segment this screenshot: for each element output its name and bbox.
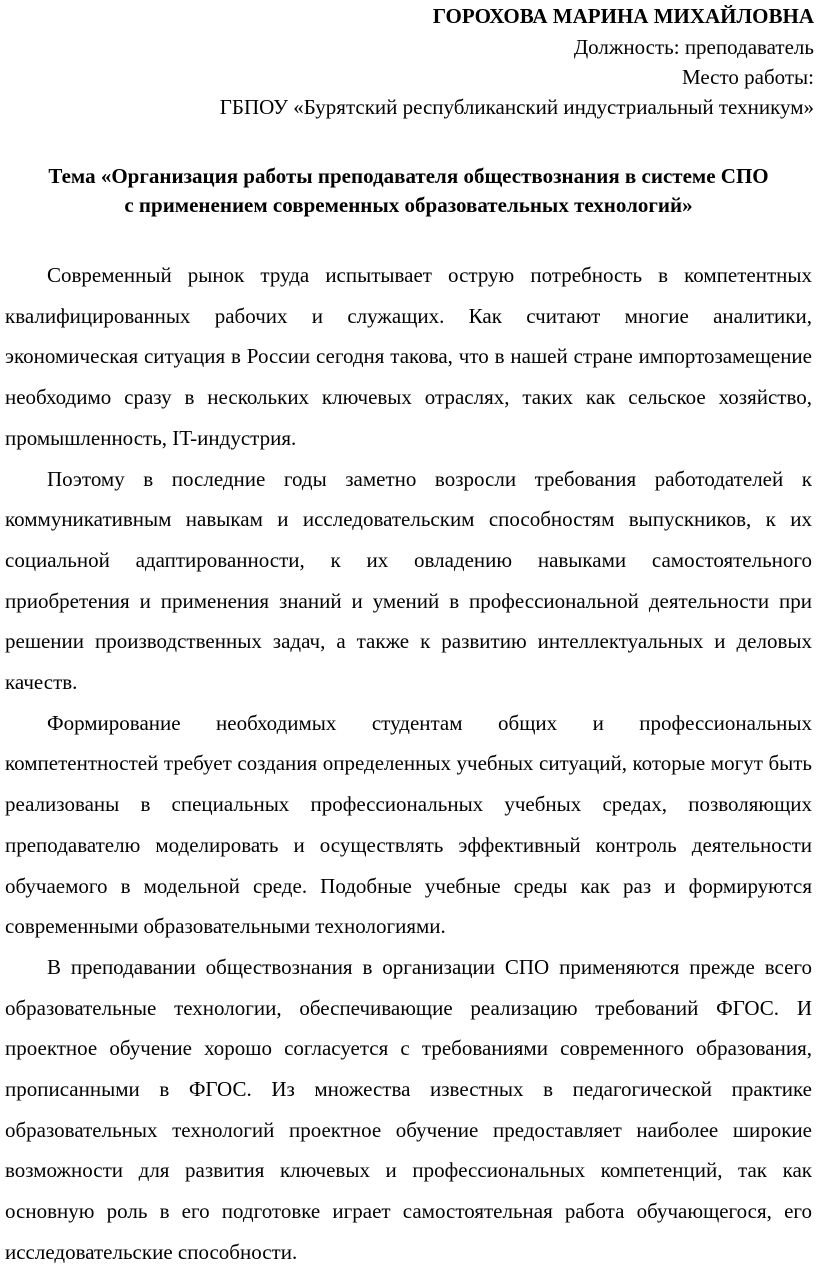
document-body (5, 255, 812, 1273)
topic-line-2: с применением современных образовательных технологий» (124, 193, 693, 217)
author-name: ГОРОХОВА МАРИНА МИХАЙЛОВНА (432, 4, 814, 28)
document-topic (5, 162, 812, 220)
workplace-label: Место работы: (681, 65, 814, 89)
paragraph: Современный рынок труда испытывает острую потребность в компетентных квалифицированных рабочих и служащих. Как считают многие аналитики, экономическая ситуация в России сегодня такова, что в нашей стране импортозамещение необходимо сразу в нескольких ключевых отраслях, таких как сельское хозяйство, промышленность, IT-индустрия. (5, 263, 812, 450)
paragraph: В преподавании обществознания в организации СПО применяются прежде всего образовательные технологии, обеспечивающие реализацию требований ФГОС. И проектное обучение хорошо согласуется с требованиями современного образования, прописанными в ФГОС. Из множества известных в педагогической практике образовательных технологий проектное обучение предоставляет наиболее широкие возможности для развития ключевых и профессиональных компетенций, так как основную роль в его подготовке играет самостоятельная работа обучающегося, его исследовательские способности. (5, 954, 812, 1264)
topic-line-1: Тема «Организация работы преподавателя обществознания в системе СПО (48, 164, 769, 188)
paragraph: Формирование необходимых студентам общих и профессиональных компетентностей требует создания определенных учебных ситуаций, которые могут быть реализованы в специальных профессиональных учебных средах, позволяющих преподавателю моделировать и осуществлять эффективный контроль деятельности обучаемого в модельной среде. Подобные учебные среды как раз и формируются современными образовательными технологиями. (5, 710, 812, 939)
author-position: Должность: преподаватель (573, 35, 814, 59)
author-header (5, 0, 814, 122)
paragraph: Поэтому в последние годы заметно возросли требования работодателей к коммуникативным навыкам и исследовательским способностям выпускников, к их социальной адаптированности, к их овладению навыками самостоятельного приобретения и применения знаний и умений в профессиональной деятельности при решении производственных задач, а также к развитию интеллектуальных и деловых качеств. (5, 466, 812, 695)
workplace-name: ГБПОУ «Бурятский республиканский индустриальный техникум» (219, 95, 814, 119)
